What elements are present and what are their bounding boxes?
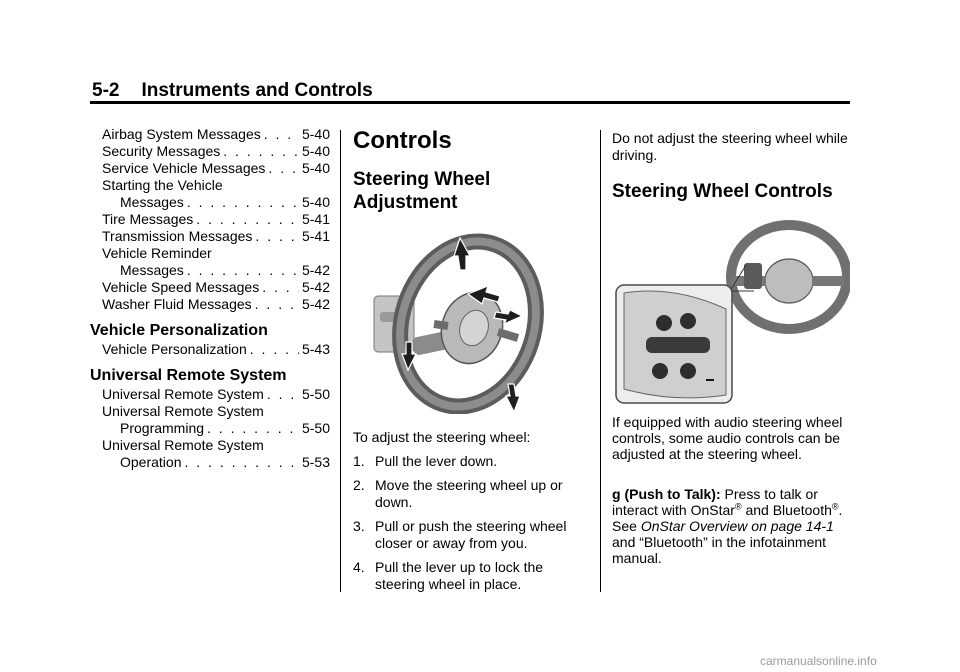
push-to-talk-icon: g [612, 486, 621, 502]
toc-entry[interactable]: Transmission Messages . . . 5-41 [90, 228, 330, 245]
toc-entry[interactable]: Messages . . . 5-40 [90, 194, 330, 211]
subsection-heading: Steering Wheel Controls [612, 181, 833, 202]
subsection-heading: Steering Wheel Adjustment [353, 169, 491, 213]
list-item: 2. Move the steering wheel up or down. [353, 477, 563, 510]
toc-section-heading: Universal Remote System [90, 367, 287, 384]
toc-entry[interactable]: Service Vehicle Messages . . . 5-40 [90, 160, 330, 177]
chapter-title: Instruments and Controls [141, 80, 373, 101]
warning-note: Do not adjust the steering wheel while driving. [612, 130, 848, 163]
toc-entry-line[interactable]: Starting the Vehicle [102, 177, 223, 193]
page-number: 5-2 [92, 80, 120, 101]
toc-entry[interactable]: Programming . . . 5-50 [90, 420, 330, 437]
watermark: carmanualsonline.info [760, 654, 877, 668]
column-divider [600, 130, 601, 592]
header-rule [90, 101, 850, 104]
toc-entry[interactable]: Universal Remote System . . . 5-50 [90, 386, 330, 403]
steps-list [353, 453, 588, 600]
onstar-reference-link[interactable]: OnStar Overview on page 14-1 [640, 518, 834, 534]
toc-entry[interactable]: Operation . . . 5-53 [90, 454, 330, 471]
steering-wheel-adjustment-illustration [372, 228, 544, 414]
audio-controls-paragraph: If equipped with audio steering wheel controls, some audio controls can be adjusted at the steering wheel. [612, 414, 843, 462]
toc-entry[interactable]: Messages . . . 5-42 [90, 262, 330, 279]
list-item: 3. Pull or push the steering wheel closer or away from you. [353, 518, 567, 551]
toc-entry-line[interactable]: Vehicle Reminder [102, 245, 212, 261]
toc-entry[interactable]: Airbag System Messages . . . 5-40 [90, 126, 330, 143]
toc-entry[interactable]: Vehicle Personalization . . . 5-43 [90, 341, 330, 358]
list-item: 1. Pull the lever down. [353, 453, 498, 469]
toc-entry[interactable]: Tire Messages . . . 5-41 [90, 211, 330, 228]
push-to-talk-label: (Push to Talk): [624, 486, 721, 502]
list-item: 4. Pull the lever up to lock the steering wheel in place. [353, 559, 544, 592]
push-to-talk-paragraph: g (Push to Talk): Press to talk or interact with OnStar® and Bluetooth®. See OnStar Overview on page 14-1 and “Bluetooth” in the infotainment manual. [612, 486, 843, 566]
toc-entry-line[interactable]: Universal Remote System [102, 403, 264, 419]
page-header [92, 80, 373, 102]
toc-entry[interactable]: Vehicle Speed Messages . . . 5-42 [90, 279, 330, 296]
section-heading: Controls [353, 127, 452, 154]
column-divider [340, 130, 341, 592]
toc-section-heading: Vehicle Personalization [90, 322, 268, 339]
adjust-intro: To adjust the steering wheel: [353, 429, 531, 445]
toc-entry[interactable]: Washer Fluid Messages . . . 5-42 [90, 296, 330, 313]
toc-entry[interactable]: Security Messages . . . 5-40 [90, 143, 330, 160]
table-of-contents [90, 126, 330, 471]
toc-entry-line[interactable]: Universal Remote System [102, 437, 264, 453]
steering-wheel-controls-illustration [614, 219, 850, 406]
